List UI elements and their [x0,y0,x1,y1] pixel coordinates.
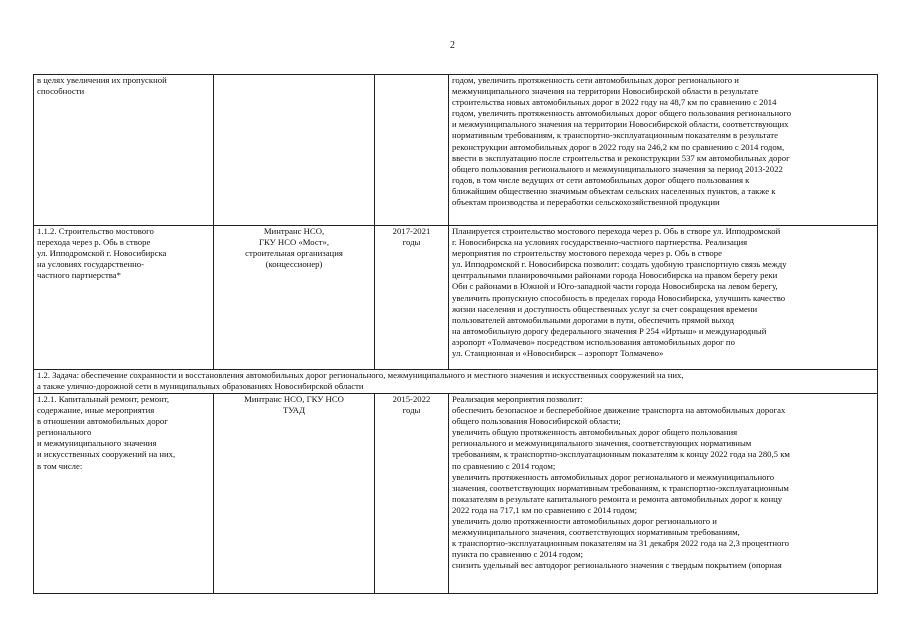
executor-cell [214,226,375,370]
cell-line: пункта по сравнению с 2014 годом; [452,549,583,560]
cell-line: частного партнерства* [37,270,121,281]
result-cell [449,226,878,370]
cell-line: содержание, иные мероприятия [37,405,155,416]
cell-line: а также улично-дорожной сети в муниципальных образованиях Новосибирской области [37,381,364,392]
cell-line: мероприятия по строительству мостового перехода через р. Обь в створе [452,248,722,259]
cell-line: 2022 года на 717,1 км по сравнению с 2014 годом; [452,504,638,515]
cell-line: ТУАД [283,405,305,416]
cell-line: Планируется строительство мостового перехода через р. Обь в створе ул. Ипподромской [452,226,781,236]
cell-line: годы [402,237,421,248]
cell-line: и искусственных сооружений на них, [37,449,176,460]
cell-line: реконструкции автомобильных дорог в 2022 году на 246,2 км по сравнению с 2014 годом, [452,141,785,152]
executor-cell [214,394,375,594]
cell-line: пользователей автомобильными дорогами в пути, обеспечить прямой выход [452,314,734,325]
cell-line: Минтранс НСО, ГКУ НСО [244,394,344,404]
cell-line: межмуниципального значения, соответствующих нормативным требованиям, [452,527,740,538]
task-cell [34,370,878,394]
cell-line: жизни населения и доступность общественных услуг за счет сокращения времени [452,303,758,314]
cell-line: Минтранс НСО, [263,226,325,236]
cell-line: регионального [37,427,92,438]
cell-line: в отношении автомобильных дорог [37,416,168,427]
cell-line: годов, в том числе ведущих от сети автомобильных дорог общего пользования к [452,174,750,185]
result-cell [449,75,878,226]
cell-line: центральными планировочными районами города Новосибирска на правом берегу реки [452,270,778,281]
cell-line: Оби с районами в Южной и Юго-западной части города Новосибирска на левом берегу, [452,281,778,292]
cell-line: увеличить общую протяженность автомобильных дорог общего пользования [452,427,738,438]
cell-line: 2015-2022 [392,394,431,404]
activity-cell [34,394,214,594]
cell-line: снизить удельный вес автодорог регионального значения с твердым покрытием (опорная [452,560,782,571]
cell-line: 2017-2021 [392,226,431,236]
cell-line: годом, увеличить протяженность автомобильных дорог общего пользования регионального [452,108,792,119]
cell-line: увеличить долю протяженности автомобильных дорог регионального и [452,516,717,527]
cell-line: аэропорт «Толмачево» посредством использования автомобильных дорог по [452,336,735,347]
cell-line: ул. Ипподромской г. Новосибирска позволит: создать удобную транспортную связь между [452,259,787,270]
cell-line: требованиям, к транспортно-эксплуатационным показателям к концу 2022 года на 280,5 км [452,449,790,460]
cell-line: и межмуниципального значения [37,438,157,449]
cell-line: ул. Станционная и «Новосибирск – аэропорт Толмачево» [452,348,664,359]
table-row [34,75,878,226]
cell-line: на условиях государственно- [37,259,144,270]
cell-line: (концессионер) [265,259,323,270]
cell-line: увеличить протяженность автомобильных дорог регионального и межмуниципального [452,471,775,482]
table-row [34,226,878,370]
cell-line: к транспортно-эксплуатационным показателям на 31 декабря 2022 года на 2,3 процентного [452,538,789,549]
cell-line: строительная организация [245,248,343,259]
period-cell [375,226,449,370]
page-number: 2 [450,40,455,51]
cell-line: 1.2. Задача: обеспечение сохранности и восстановления автомобильных дорог регионального, межмуниципального и местного значения и искусственных сооружений на них, [37,370,684,380]
result-cell [449,394,878,594]
cell-line: 1.1.2. Строительство мостового [37,226,154,236]
cell-line: и межмуниципального значения на территории Новосибирской области, соответствующих [452,119,789,130]
cell-line: годом, увеличить протяженность сети автомобильных дорог регионального и [452,75,739,85]
cell-line: увеличить пропускную способность в пределах города Новосибирска, улучшить качество [452,292,786,303]
table-row [34,370,878,394]
period-cell [375,75,449,226]
table-row [34,394,878,594]
cell-line: перехода через р. Обь в створе [37,237,151,248]
executor-cell [214,75,375,226]
cell-line: объектам производства и переработки сельскохозяйственной продукции [452,197,720,208]
cell-line: межмуниципального значения на территории Новосибирской области в результате [452,86,759,97]
cell-line: ГКУ НСО «Мост», [258,237,330,248]
cell-line: г. Новосибирска на условиях государственно-частного партнерства. Реализация [452,237,748,248]
cell-line: годы [402,405,421,416]
activity-cell [34,75,214,226]
cell-line: строительства новых автомобильных дорог в 2022 году на 48,7 км по сравнению с 2014 [452,97,777,108]
cell-line: в том числе: [37,460,83,471]
cell-line: ввести в эксплуатацию после строительства и реконструкции 537 км автомобильных дорог [452,152,790,163]
cell-line: 1.2.1. Капитальный ремонт, ремонт, [37,394,170,404]
cell-line: общего пользования Новосибирской области; [452,416,621,427]
cell-line: на автомобильную дорогу федерального значения Р 254 «Иртыш» и международный [452,325,767,336]
cell-line: нормативным требованиям, к транспортно-эксплуатационным показателям в результате [452,130,778,141]
cell-line: ближайшим общественно значимым объектам сельских населенных пунктов, а также к [452,185,776,196]
cell-line: способности [37,86,85,97]
cell-line: по сравнению с 2014 годом; [452,460,556,471]
cell-line: ул. Ипподромской г. Новосибирска [37,248,167,259]
program-table [33,74,878,594]
cell-line: в целях увеличения их пропускной [37,75,167,85]
cell-line: Реализация мероприятия позволит: [452,394,583,404]
cell-line: показателям в результате капитального ремонта и ремонта автомобильных дорог к концу [452,493,783,504]
cell-line: общего пользования регионального и межмуниципального значения за период 2013-2022 [452,163,783,174]
cell-line: значения, соответствующих нормативным требованиям, к транспортно-эксплуатационным [452,482,789,493]
cell-line: регионального и межмуниципального значения, соответствующих нормативным [452,438,752,449]
period-cell [375,394,449,594]
activity-cell [34,226,214,370]
cell-line: обеспечить безопасное и бесперебойное движение транспорта на автомобильных дорогах [452,405,786,416]
